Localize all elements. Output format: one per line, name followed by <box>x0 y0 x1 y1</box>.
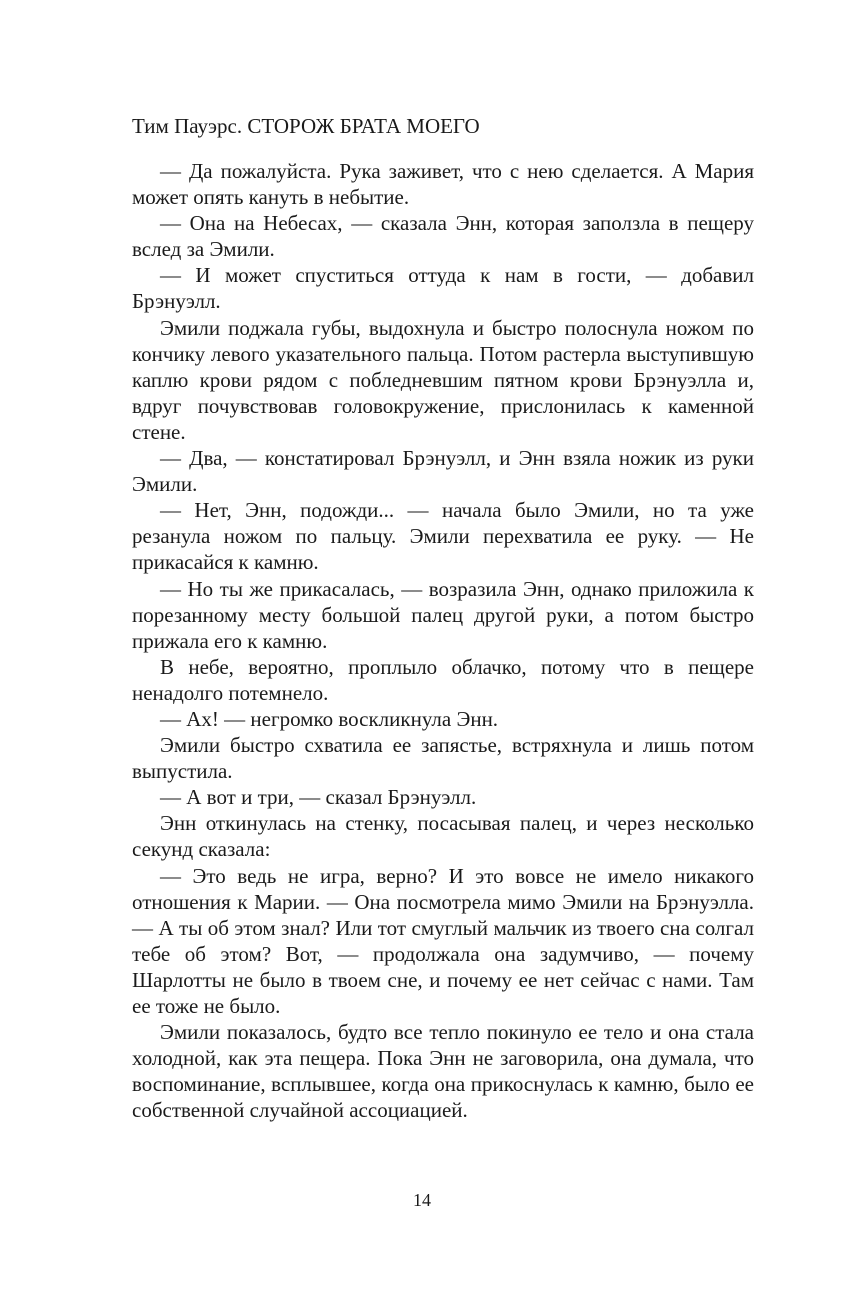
page-number: 14 <box>413 1190 431 1210</box>
paragraph: — Она на Небесах, — сказала Энн, которая заползла в пещеру вслед за Эмили. <box>132 211 754 262</box>
paragraph: — Да пожалуйста. Рука заживет, что с нею сделается. А Мария может опять кануть в небытие. <box>132 159 754 210</box>
paragraph: Эмили показалось, будто все тепло покинуло ее тело и она стала холодной, как эта пещера. Пока Энн не заговорила, она думала, что воспоминание, всплывшее, когда она прикоснулась к камню, было ее собственной случайной ассоциацией. <box>132 1020 754 1123</box>
paragraph: — Нет, Энн, подожди... — начала было Эмили, но та уже резанула ножом по пальцу. Эмили перехватила ее руку. — Не прикасайся к камню. <box>132 498 754 575</box>
paragraph: Эмили быстро схватила ее запястье, встряхнула и лишь потом выпустила. <box>132 733 754 784</box>
paragraph: В небе, вероятно, проплыло облачко, потому что в пещере ненадолго потемнело. <box>132 654 754 705</box>
paragraph: Энн откинулась на стенку, посасывая палец, и через несколько секунд сказала: <box>132 811 754 862</box>
paragraph: — Это ведь не игра, верно? И это вовсе не имело никакого отношения к Марии. — Она посмотрела мимо Эмили на Брэнуэлла. — А ты об этом знал? Или тот смуглый мальчик из твоего сна солгал тебе об этом? Вот, — продолжала она задумчиво, — почему Шарлотты не было в твоем сне, и почему ее нет сейчас с нами. Там ее тоже не было. <box>132 863 754 1018</box>
running-head: Тим Пауэрс. СТОРОЖ БРАТА МОЕГО <box>132 114 480 138</box>
paragraph: — Два, — констатировал Брэнуэлл, и Энн взяла ножик из руки Эмили. <box>132 446 754 497</box>
paragraph: Эмили поджала губы, выдохнула и быстро полоснула ножом по кончику левого указательного пальца. Потом растерла выступившую каплю крови рядом с побледневшим пятном крови Брэнуэлла и, вдруг почувствовав головокружение, прислонилась к каменной стене. <box>132 315 754 444</box>
paragraph: — Ах! — негромко воскликнула Энн. <box>160 706 499 731</box>
body-text <box>132 158 754 1123</box>
paragraph: — Но ты же прикасалась, — возразила Энн, однако приложила к порезанному месту большой палец другой руки, а потом быстро прижала его к камню. <box>132 576 754 653</box>
paragraph: — И может спуститься оттуда к нам в гости, — добавил Брэнуэлл. <box>132 263 754 314</box>
paragraph: — А вот и три, — сказал Брэнуэлл. <box>160 785 477 810</box>
